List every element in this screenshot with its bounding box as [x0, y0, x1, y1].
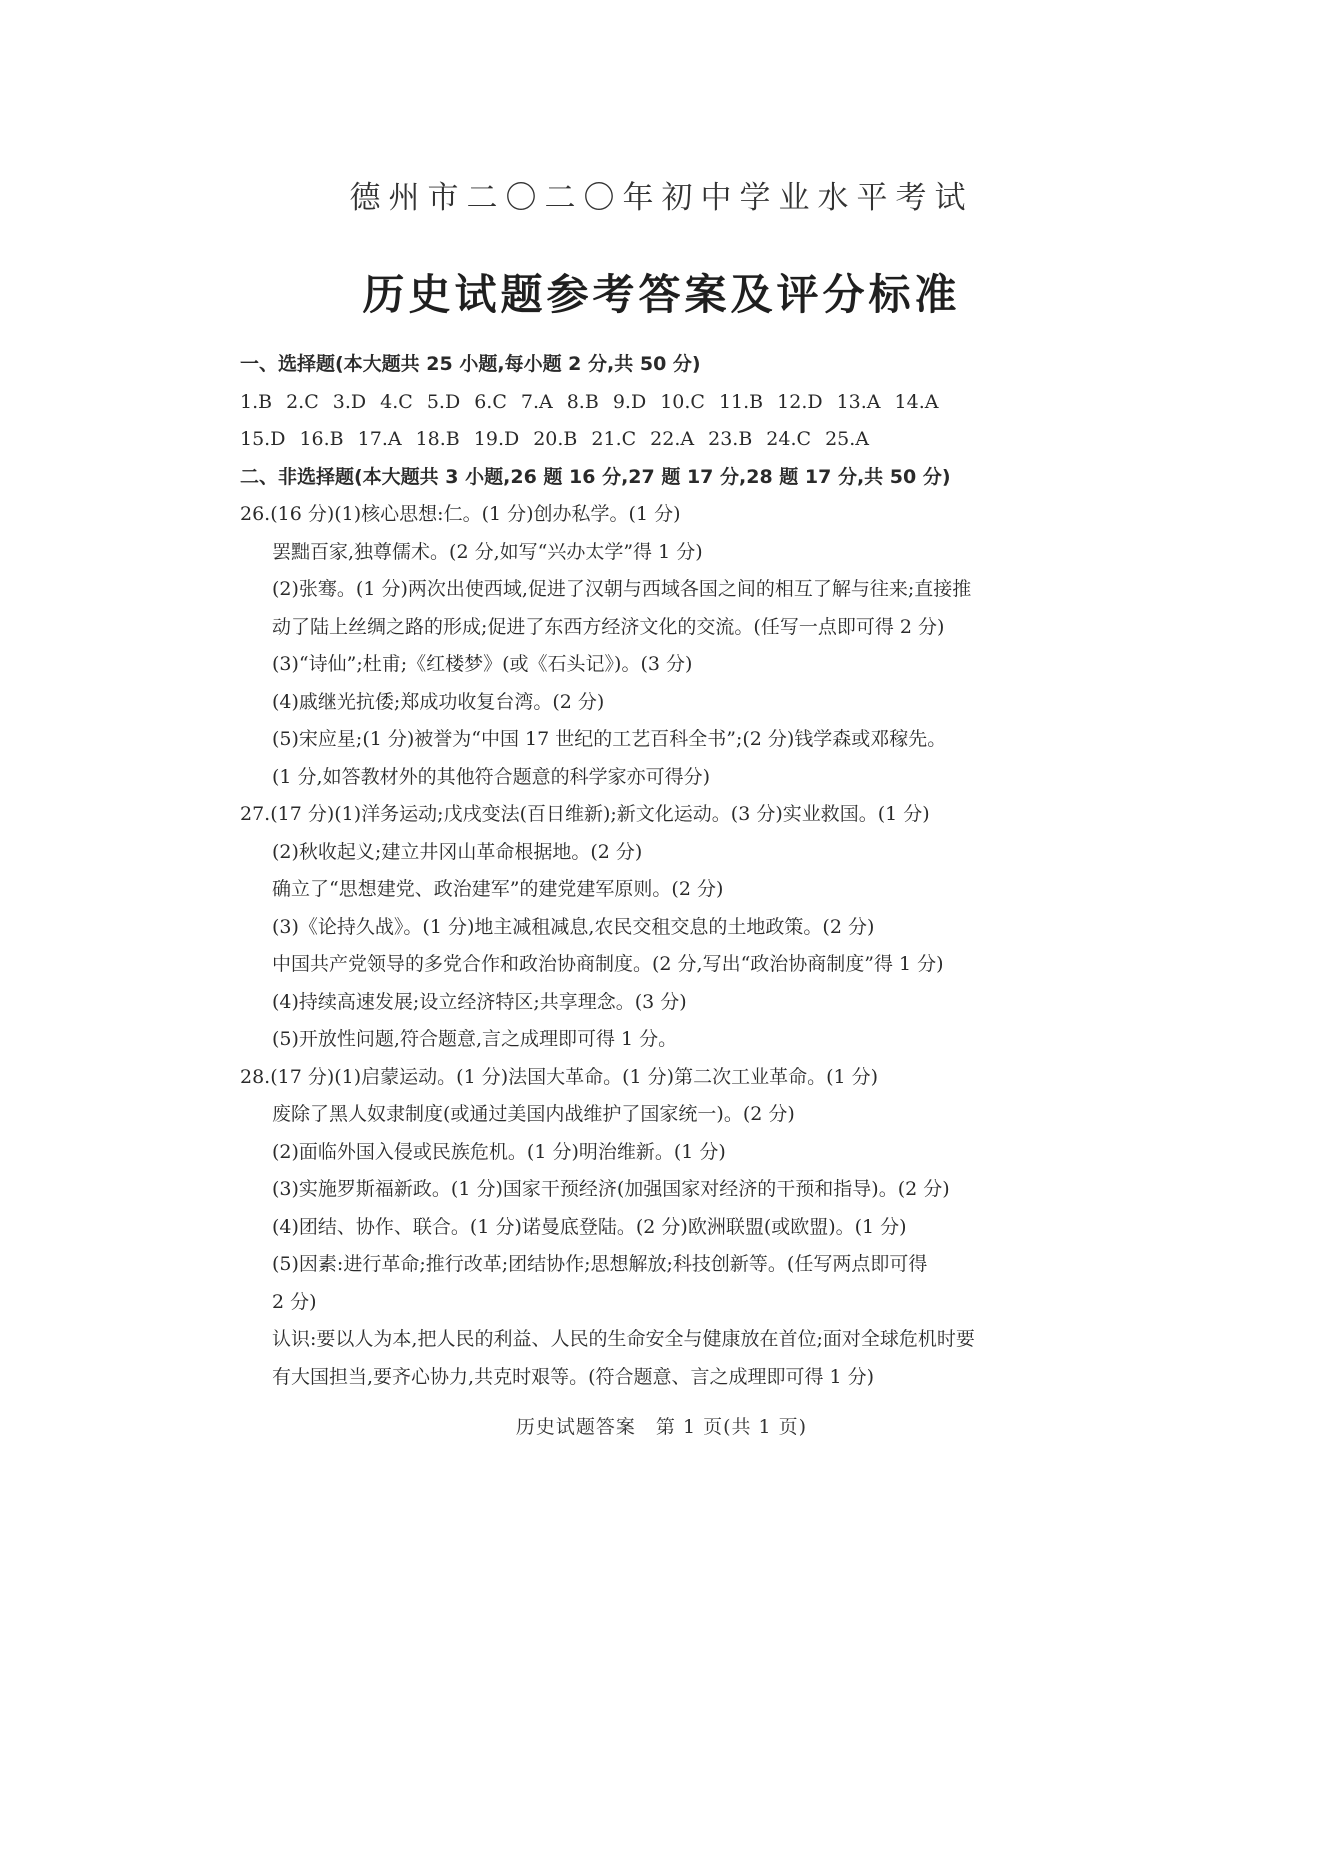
choice-answer: 11.B: [718, 390, 764, 413]
q26-line: 26.(16 分)(1)核心思想:仁。(1 分)创办私学。(1 分): [240, 503, 681, 525]
choice-answer: 8.B: [566, 390, 599, 413]
page-title: 历史试题参考答案及评分标准: [362, 270, 961, 319]
answer-content: [240, 346, 1100, 1396]
choice-answer: 24.C: [766, 428, 812, 450]
choice-answer: 2.C: [286, 390, 319, 413]
q26-line: 罢黜百家,独尊儒术。(2 分,如写“兴办太学”得 1 分): [272, 540, 703, 563]
q27-line: (2)秋收起义;建立井冈山革命根据地。(2 分): [272, 840, 643, 863]
q28-line: 认识:要以人为本,把人民的利益、人民的生命安全与健康放在首位;面对全球危机时要: [272, 1328, 975, 1350]
choice-answer: 9.D: [612, 390, 647, 413]
q28-line: 28.(17 分)(1)启蒙运动。(1 分)法国大革命。(1 分)第二次工业革命。(1 分): [240, 1065, 879, 1088]
q27-line: 中国共产党领导的多党合作和政治协商制度。(2 分,写出“政治协商制度”得 1 分): [272, 953, 944, 975]
choice-answer: 12.D: [777, 390, 823, 413]
choice-answer: 7.A: [520, 390, 553, 413]
choice-answer: 20.B: [533, 428, 578, 450]
q27-line: (3)《论持久战》。(1 分)地主减租减息,农民交租交息的土地政策。(2 分): [272, 915, 875, 938]
q28-line: (5)因素:进行革命;推行改革;团结协作;思想解放;科技创新等。(任写两点即可得: [272, 1253, 928, 1275]
choice-answer: 25.A: [825, 428, 869, 450]
q28-line: 废除了黑人奴隶制度(或通过美国内战维护了国家统一)。(2 分): [272, 1103, 795, 1125]
q26-line: (4)戚继光抗倭;郑成功收复台湾。(2 分): [272, 690, 605, 713]
q26-line: (2)张骞。(1 分)两次出使西域,促进了汉朝与西域各国之间的相互了解与往来;直接推: [272, 578, 972, 600]
q28-line: 有大国担当,要齐心协力,共克时艰等。(符合题意、言之成理即可得 1 分): [272, 1365, 875, 1388]
q28-line: (2)面临外国入侵或民族危机。(1 分)明治维新。(1 分): [272, 1140, 726, 1163]
exam-title: 德州市二〇二〇年初中学业水平考试: [349, 180, 974, 216]
q26-line: (5)宋应星;(1 分)被誉为“中国 17 世纪的工艺百科全书”;(2 分)钱学森或邓稼先。: [272, 728, 947, 750]
choice-answer: 19.D: [473, 428, 520, 450]
q28-line: 2 分): [272, 1290, 317, 1313]
choice-answer: 23.B: [708, 428, 753, 450]
choice-answer: 3.D: [332, 390, 367, 413]
choice-answer: 17.A: [357, 428, 402, 450]
choice-answer: 6.C: [474, 390, 507, 413]
choice-answer: 14.A: [894, 390, 939, 413]
q27-line: 27.(17 分)(1)洋务运动;戊戌变法(百日维新);新文化运动。(3 分)实业救国。(1 分): [240, 803, 930, 825]
q28-line: (3)实施罗斯福新政。(1 分)国家干预经济(加强国家对经济的干预和指导)。(2 分): [272, 1178, 950, 1200]
q26-line: 动了陆上丝绸之路的形成;促进了东西方经济文化的交流。(任写一点即可得 2 分): [272, 615, 945, 638]
choice-answer: 4.C: [380, 390, 413, 413]
choice-answer: 15.D: [240, 428, 286, 450]
q26-line: (1 分,如答教材外的其他符合题意的科学家亦可得分): [272, 765, 710, 788]
section-open-title: 二、非选择题(本大题共 3 小题,26 题 16 分,27 题 17 分,28 题 17 分,共 50 分): [240, 465, 951, 488]
choice-answer: 16.B: [299, 428, 344, 450]
section-choice-title: 一、选择题(本大题共 25 小题,每小题 2 分,共 50 分): [240, 353, 701, 375]
choice-answers-row-1: [240, 384, 1100, 422]
choice-answer: 10.C: [660, 390, 705, 413]
q27-line: 确立了“思想建党、政治建军”的建党建军原则。(2 分): [272, 878, 724, 900]
choice-answer: 5.D: [426, 390, 461, 413]
choice-answer: 21.C: [591, 428, 637, 450]
choice-answers-row-2: [240, 421, 1100, 459]
q26-line: (3)“诗仙”;杜甫;《红楼梦》(或《石头记》)。(3 分): [272, 653, 693, 675]
choice-answer: 13.A: [836, 390, 881, 413]
q28-line: (4)团结、协作、联合。(1 分)诺曼底登陆。(2 分)欧洲联盟(或欧盟)。(1 分): [272, 1215, 907, 1238]
choice-answer: 1.B: [240, 390, 273, 413]
q27-line: (4)持续高速发展;设立经济特区;共享理念。(3 分): [272, 990, 687, 1013]
page-footer: 历史试题答案 第 1 页(共 1 页): [515, 1416, 808, 1438]
choice-answer: 22.A: [650, 428, 695, 450]
choice-answer: 18.B: [415, 428, 460, 450]
q27-line: (5)开放性问题,符合题意,言之成理即可得 1 分。: [272, 1028, 678, 1050]
